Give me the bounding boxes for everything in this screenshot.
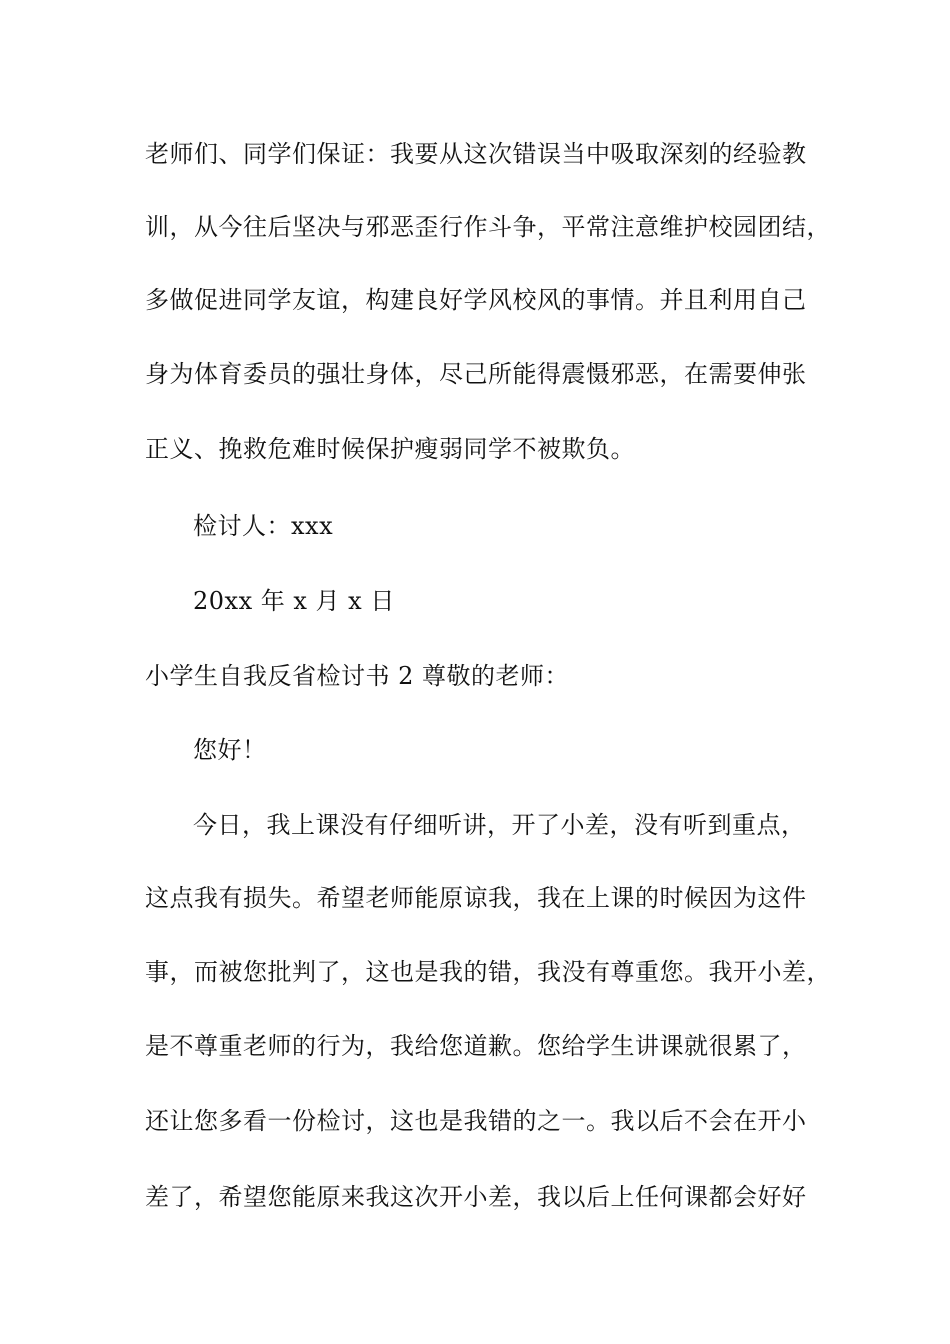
paragraph-line: 多做促进同学友谊，构建良好学风校风的事情。并且利用自己 — [145, 286, 807, 314]
paragraph-line: 正义、挽救危难时候保护瘦弱同学不被欺负。 — [145, 435, 635, 463]
signature-line: 检讨人：xxx — [193, 512, 334, 540]
section-heading: 小学生自我反省检讨书 2 尊敬的老师： — [145, 662, 570, 690]
paragraph-line: 今日，我上课没有仔细听讲，开了小差，没有听到重点， — [193, 811, 806, 839]
greeting-line: 您好！ — [193, 736, 267, 764]
paragraph-line: 身为体育委员的强壮身体，尽己所能得震慑邪恶，在需要伸张 — [145, 360, 807, 388]
paragraph-line: 这点我有损失。希望老师能原谅我，我在上课的时候因为这件 — [145, 884, 807, 912]
paragraph-line: 事，而被您批判了，这也是我的错，我没有尊重您。我开小差， — [145, 958, 831, 986]
date-line: 20xx 年 x 月 x 日 — [193, 587, 395, 615]
paragraph-line: 还让您多看一份检讨，这也是我错的之一。我以后不会在开小 — [145, 1107, 807, 1135]
paragraph-line: 训，从今往后坚决与邪恶歪行作斗争，平常注意维护校园团结， — [145, 213, 831, 241]
paragraph-line: 是不尊重老师的行为，我给您道歉。您给学生讲课就很累了， — [145, 1032, 807, 1060]
paragraph-line: 差了，希望您能原来我这次开小差，我以后上任何课都会好好 — [145, 1183, 807, 1211]
paragraph-line: 老师们、同学们保证：我要从这次错误当中吸取深刻的经验教 — [145, 140, 807, 168]
